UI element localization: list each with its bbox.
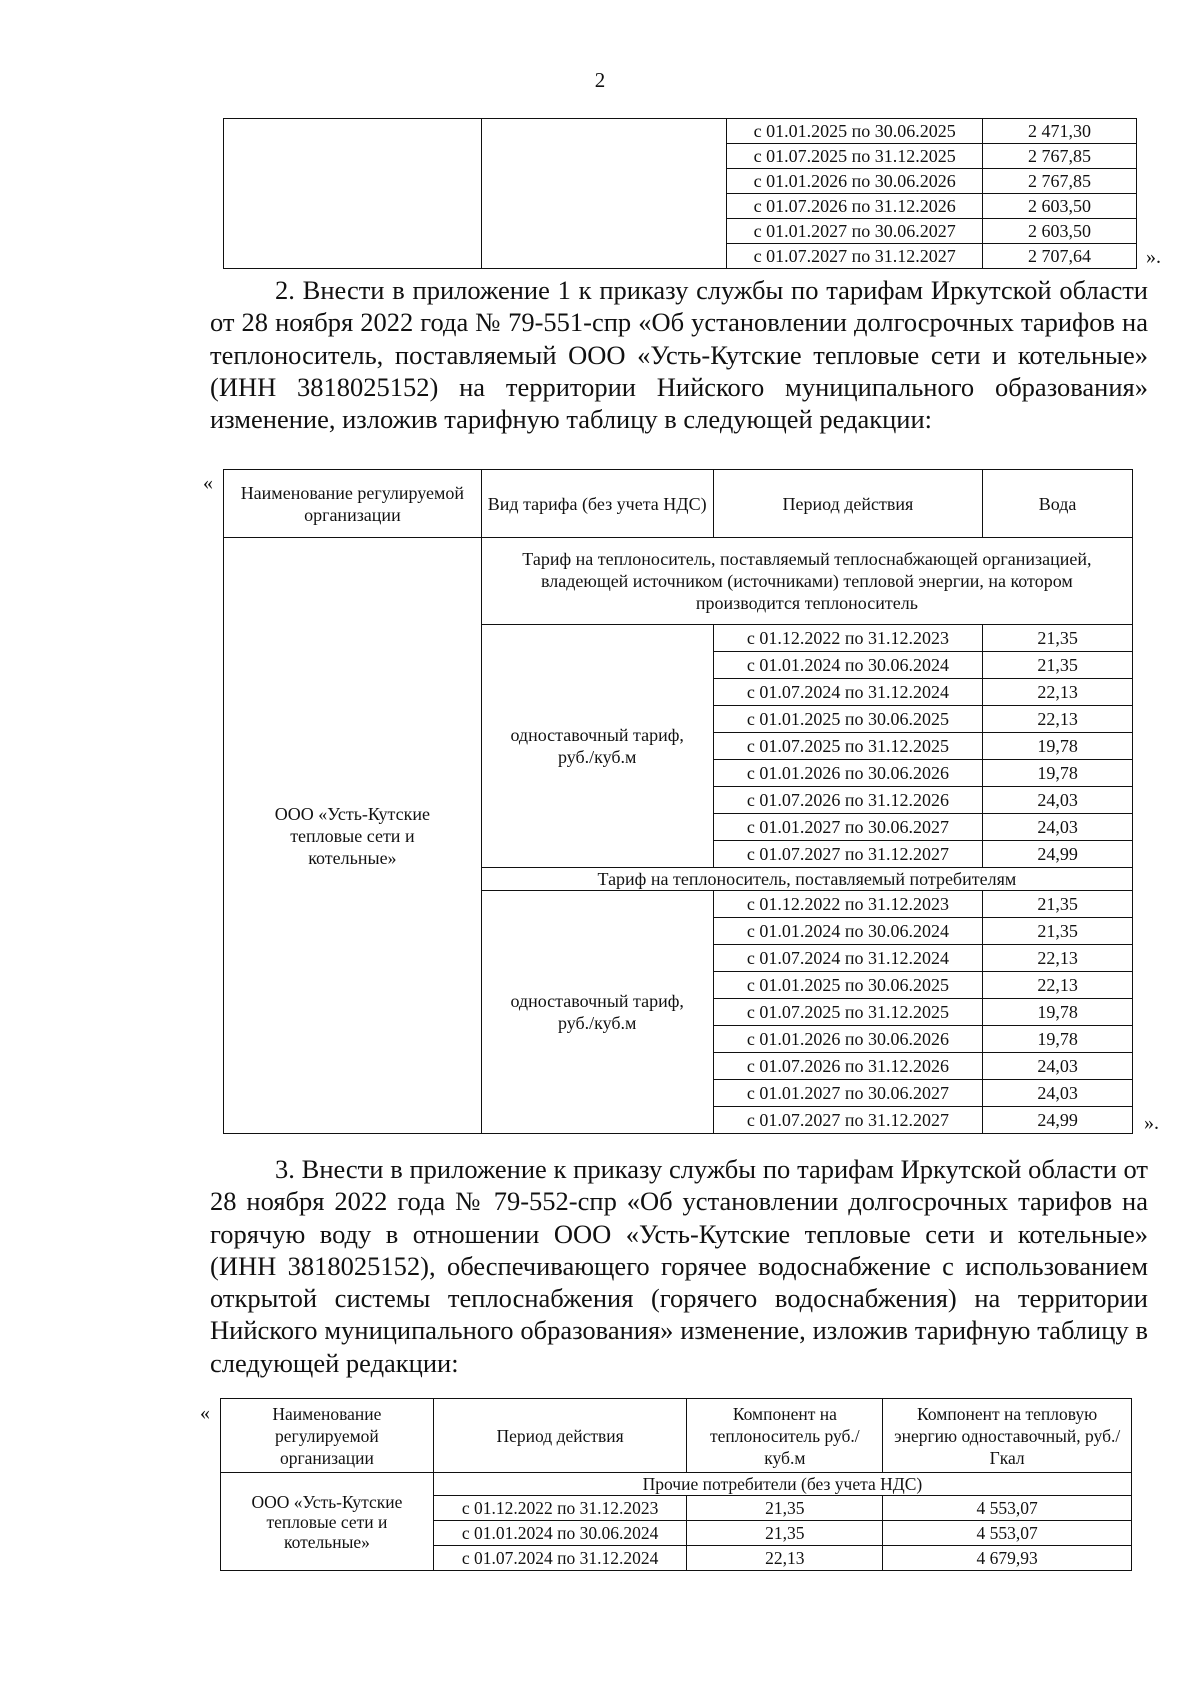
paragraph-2-text: 2. Внести в приложение 1 к приказу службы по тарифам Иркутской области от 28 ноября 2022 года № 79-551-спр «Об установлении долгосрочных тарифов на теплоноситель, поставляемый ООО «Усть-Кутские тепловые сети и котельные» (ИНН 3818025152) на территории Нийского муниципального образования» изменение, изложив тарифную таблицу в следующей редакции:	[210, 275, 1148, 435]
section-row	[221, 1473, 1132, 1496]
value-cell: 21,35	[983, 891, 1133, 918]
header-org: Наименование регулируемой организации	[221, 1399, 434, 1473]
value-cell: 21,35	[983, 625, 1133, 652]
period-cell: с 01.01.2025 по 30.06.2025	[713, 972, 983, 999]
closing-quote: ».	[1144, 1112, 1159, 1134]
paragraph-3	[210, 1153, 1148, 1379]
closing-quote: ».	[1146, 246, 1161, 268]
period-cell: с 01.07.2025 по 31.12.2025	[713, 733, 983, 760]
section-2-title: Тариф на теплоноситель, поставляемый потребителям	[481, 868, 1132, 891]
header-org: Наименование регулируемой организации	[224, 470, 482, 538]
period-cell: с 01.01.2027 по 30.06.2027	[713, 1080, 983, 1107]
header-row	[221, 1399, 1132, 1473]
energy-cell: 4 679,93	[883, 1546, 1132, 1571]
period-cell: с 01.07.2025 по 31.12.2025	[713, 999, 983, 1026]
period-cell: с 01.01.2026 по 30.06.2026	[727, 169, 983, 194]
header-water: Вода	[983, 470, 1133, 538]
value-cell: 2 603,50	[983, 194, 1137, 219]
energy-cell: 4 553,07	[883, 1496, 1132, 1521]
value-cell: 24,03	[983, 1053, 1133, 1080]
value-cell: 24,99	[983, 1107, 1133, 1134]
heat-carrier-tariff-table	[223, 469, 1133, 1134]
period-cell: с 01.07.2027 по 31.12.2027	[713, 841, 983, 868]
section-title: Прочие потребители (без учета НДС)	[433, 1473, 1131, 1496]
value-cell: 22,13	[983, 972, 1133, 999]
value-cell: 24,03	[983, 814, 1133, 841]
opening-quote: «	[200, 1402, 210, 1424]
tariff-type-cell: одноставочный тариф, руб./куб.м	[481, 625, 713, 868]
value-cell: 2 767,85	[983, 144, 1137, 169]
empty-cell	[481, 119, 727, 269]
period-cell: с 01.07.2026 по 31.12.2026	[713, 787, 983, 814]
value-cell: 22,13	[983, 945, 1133, 972]
period-cell: с 01.01.2024 по 30.06.2024	[433, 1521, 687, 1546]
value-cell: 2 603,50	[983, 219, 1137, 244]
period-cell: с 01.07.2024 по 31.12.2024	[713, 945, 983, 972]
period-cell: с 01.01.2024 по 30.06.2024	[713, 918, 983, 945]
carrier-cell: 21,35	[687, 1521, 883, 1546]
value-cell: 21,35	[983, 918, 1133, 945]
period-cell: с 01.07.2026 по 31.12.2026	[727, 194, 983, 219]
period-cell: с 01.07.2027 по 31.12.2027	[727, 244, 983, 269]
period-cell: с 01.07.2027 по 31.12.2027	[713, 1107, 983, 1134]
period-cell: с 01.12.2022 по 31.12.2023	[713, 891, 983, 918]
paragraph-2	[210, 274, 1148, 435]
period-cell: с 01.01.2026 по 30.06.2026	[713, 760, 983, 787]
header-period: Период действия	[433, 1399, 687, 1473]
header-heat-energy: Компонент на тепловую энергию одноставочный, руб./Гкал	[883, 1399, 1132, 1473]
value-cell: 19,78	[983, 733, 1133, 760]
value-cell: 2 707,64	[983, 244, 1137, 269]
value-cell: 22,13	[983, 679, 1133, 706]
energy-cell: 4 553,07	[883, 1521, 1132, 1546]
carrier-cell: 22,13	[687, 1546, 883, 1571]
period-cell: с 01.07.2025 по 31.12.2025	[727, 144, 983, 169]
tariff-table-continuation	[223, 118, 1137, 269]
page-number: 2	[594, 68, 606, 92]
org-name-cell: ООО «Усть-Кутские тепловые сети и котельные»	[221, 1473, 434, 1571]
value-cell: 19,78	[983, 999, 1133, 1026]
value-cell: 24,03	[983, 787, 1133, 814]
paragraph-3-text: 3. Внести в приложение к приказу службы по тарифам Иркутской области от 28 ноября 2022 года № 79-552-спр «Об установлении долгосрочных тарифов на горячую воду в отношении ООО «Усть-Кутские тепловые сети и котельные» (ИНН 3818025152), обеспечивающего горячее водоснабжение с использованием открытой системы теплоснабжения (горячего водоснабжения) на территории Нийского муниципального образования» изменение, изложив тарифную таблицу в следующей редакции:	[210, 1154, 1148, 1378]
value-cell: 22,13	[983, 706, 1133, 733]
period-cell: с 01.07.2024 по 31.12.2024	[433, 1546, 687, 1571]
carrier-cell: 21,35	[687, 1496, 883, 1521]
opening-quote: «	[203, 472, 213, 494]
period-cell: с 01.07.2026 по 31.12.2026	[713, 1053, 983, 1080]
value-cell: 24,03	[983, 1080, 1133, 1107]
hot-water-tariff-table	[220, 1398, 1132, 1571]
period-cell: с 01.12.2022 по 31.12.2023	[433, 1496, 687, 1521]
header-heat-carrier: Компонент на теплоноситель руб./куб.м	[687, 1399, 883, 1473]
empty-cell	[224, 119, 482, 269]
section-row	[224, 538, 1133, 625]
value-cell: 19,78	[983, 1026, 1133, 1053]
value-cell: 2 471,30	[983, 119, 1137, 144]
period-cell: с 01.01.2025 по 30.06.2025	[727, 119, 983, 144]
value-cell: 19,78	[983, 760, 1133, 787]
header-period: Период действия	[713, 470, 983, 538]
period-cell: с 01.07.2024 по 31.12.2024	[713, 679, 983, 706]
section-1-title: Тариф на теплоноситель, поставляемый теплоснабжающей организацией, владеющей источником (источниками) тепловой энергии, на котором производится теплоноситель	[481, 538, 1132, 625]
header-row	[224, 470, 1133, 538]
value-cell: 24,99	[983, 841, 1133, 868]
table-row	[224, 119, 1137, 144]
header-tariff-type: Вид тарифа (без учета НДС)	[481, 470, 713, 538]
tariff-type-cell: одноставочный тариф, руб./куб.м	[481, 891, 713, 1134]
period-cell: с 01.01.2026 по 30.06.2026	[713, 1026, 983, 1053]
period-cell: с 01.01.2024 по 30.06.2024	[713, 652, 983, 679]
org-name-cell: ООО «Усть-Кутские тепловые сети и котельные»	[224, 538, 482, 1134]
value-cell: 21,35	[983, 652, 1133, 679]
period-cell: с 01.12.2022 по 31.12.2023	[713, 625, 983, 652]
period-cell: с 01.01.2025 по 30.06.2025	[713, 706, 983, 733]
period-cell: с 01.01.2027 по 30.06.2027	[713, 814, 983, 841]
value-cell: 2 767,85	[983, 169, 1137, 194]
period-cell: с 01.01.2027 по 30.06.2027	[727, 219, 983, 244]
